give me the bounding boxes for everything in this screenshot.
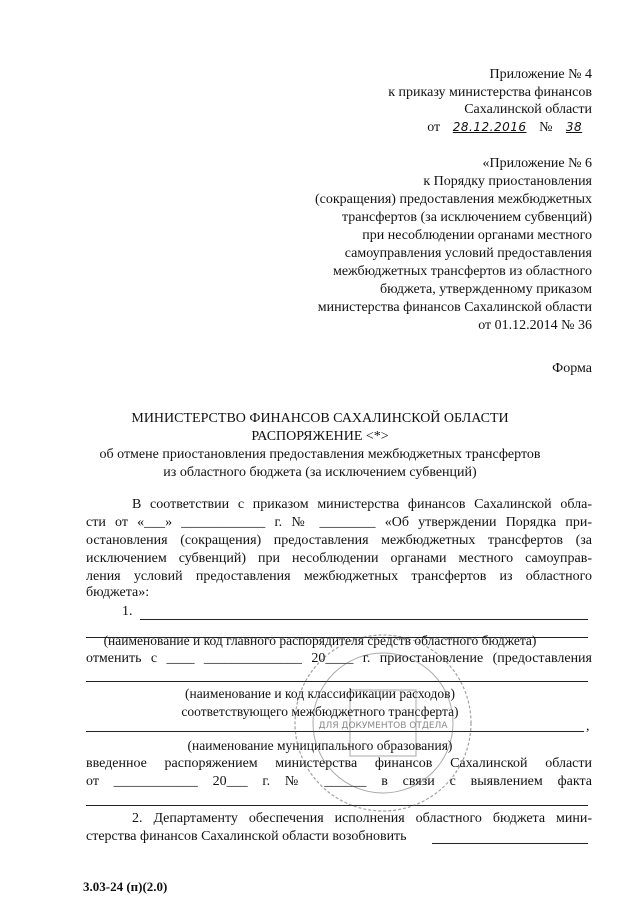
fill-line: [140, 619, 588, 620]
annex-line-3: Сахалинской области: [464, 102, 592, 117]
annex6-line: трансфертов (за исключением субвенций): [341, 210, 592, 225]
body-line: сти от «___» ____________ г. № ________ «Об утверждении Порядка при-: [86, 515, 592, 530]
fill-line: [432, 843, 588, 844]
item2-line-2: стерства финансов Сахалинской области возобновить: [86, 829, 407, 844]
note-classification: (наименование и код классификации расходов): [184, 686, 456, 701]
annex6-line: министерства финансов Сахалинской области: [317, 300, 592, 315]
footer-code: 3.03-24 (п)(2.0): [83, 879, 168, 894]
body-line: ления условий предоставления межбюджетных трансфертов из областного: [86, 569, 592, 584]
annex-line-1: Приложение № 4: [489, 67, 592, 82]
annex6-line: при несоблюдении органами местного: [362, 228, 592, 243]
note-distributor: (наименование и код главного распорядителя средств областного бюджета): [103, 633, 537, 648]
comma: ,: [586, 719, 590, 734]
item2-line-1: 2. Департаменту обеспечения исполнения областного бюджета мини-: [132, 811, 592, 826]
annex6-line: от 01.12.2014 № 36: [478, 318, 592, 333]
intro-line: введенное распоряжением министерства финансов Сахалинской области: [86, 756, 592, 771]
body-line: исключением субвенций) при несоблюдении органами местного самоуправ-: [86, 551, 592, 566]
item1-number: 1.: [122, 604, 133, 619]
body-line: В соответствии с приказом министерства финансов Сахалинской обла-: [132, 497, 592, 512]
annex6-line: к Порядку приостановления: [423, 174, 592, 189]
order-subject-1: об отмене приостановления предоставления межбюджетных трансфертов: [99, 447, 541, 462]
body-line: остановления (сокращения) предоставления межбюджетных трансфертов (за: [86, 533, 592, 548]
ministry-title: МИНИСТЕРСТВО ФИНАНСОВ САХАЛИНСКОЙ ОБЛАСТИ: [131, 411, 509, 426]
annex6-line: самоуправления условий предоставления: [344, 246, 592, 261]
order-subject-2: из областного бюджета (за исключением субвенций): [163, 465, 477, 480]
handwritten-date: 28.12.2016: [452, 120, 527, 134]
cancel-line: отменить с ____ ______________ 20____ г. приостановление (предоставления: [86, 651, 592, 666]
fill-line: [86, 805, 588, 806]
annex6-line: «Приложение № 6: [482, 156, 592, 171]
annex-date-line: [427, 119, 592, 136]
date-prefix: от: [427, 120, 441, 135]
fill-line: [86, 681, 588, 682]
annex6-line: межбюджетных трансфертов из областного: [332, 264, 592, 279]
note-municipality: (наименование муниципального образования): [187, 738, 453, 753]
stamp-text: ДЛЯ ДОКУМЕНТОВ ОТДЕЛА: [318, 721, 448, 731]
number-prefix: №: [539, 120, 553, 135]
handwritten-number: 38: [565, 120, 583, 134]
annex6-line: (сокращения) предоставления межбюджетных: [314, 192, 592, 207]
order-title: РАСПОРЯЖЕНИЕ <*>: [251, 429, 389, 444]
from-line: от ____________ 20___ г. № ______ в связи с выявлением факта: [86, 774, 592, 789]
annex-line-2: к приказу министерства финансов: [388, 85, 592, 100]
annex6-line: бюджета, утвержденному приказом: [380, 282, 592, 297]
note-transfer: соответствующего межбюджетного трансферта): [181, 704, 459, 719]
fill-line: [86, 731, 584, 732]
body-line: бюджета»:: [86, 585, 150, 600]
form-label: Форма: [552, 361, 592, 376]
